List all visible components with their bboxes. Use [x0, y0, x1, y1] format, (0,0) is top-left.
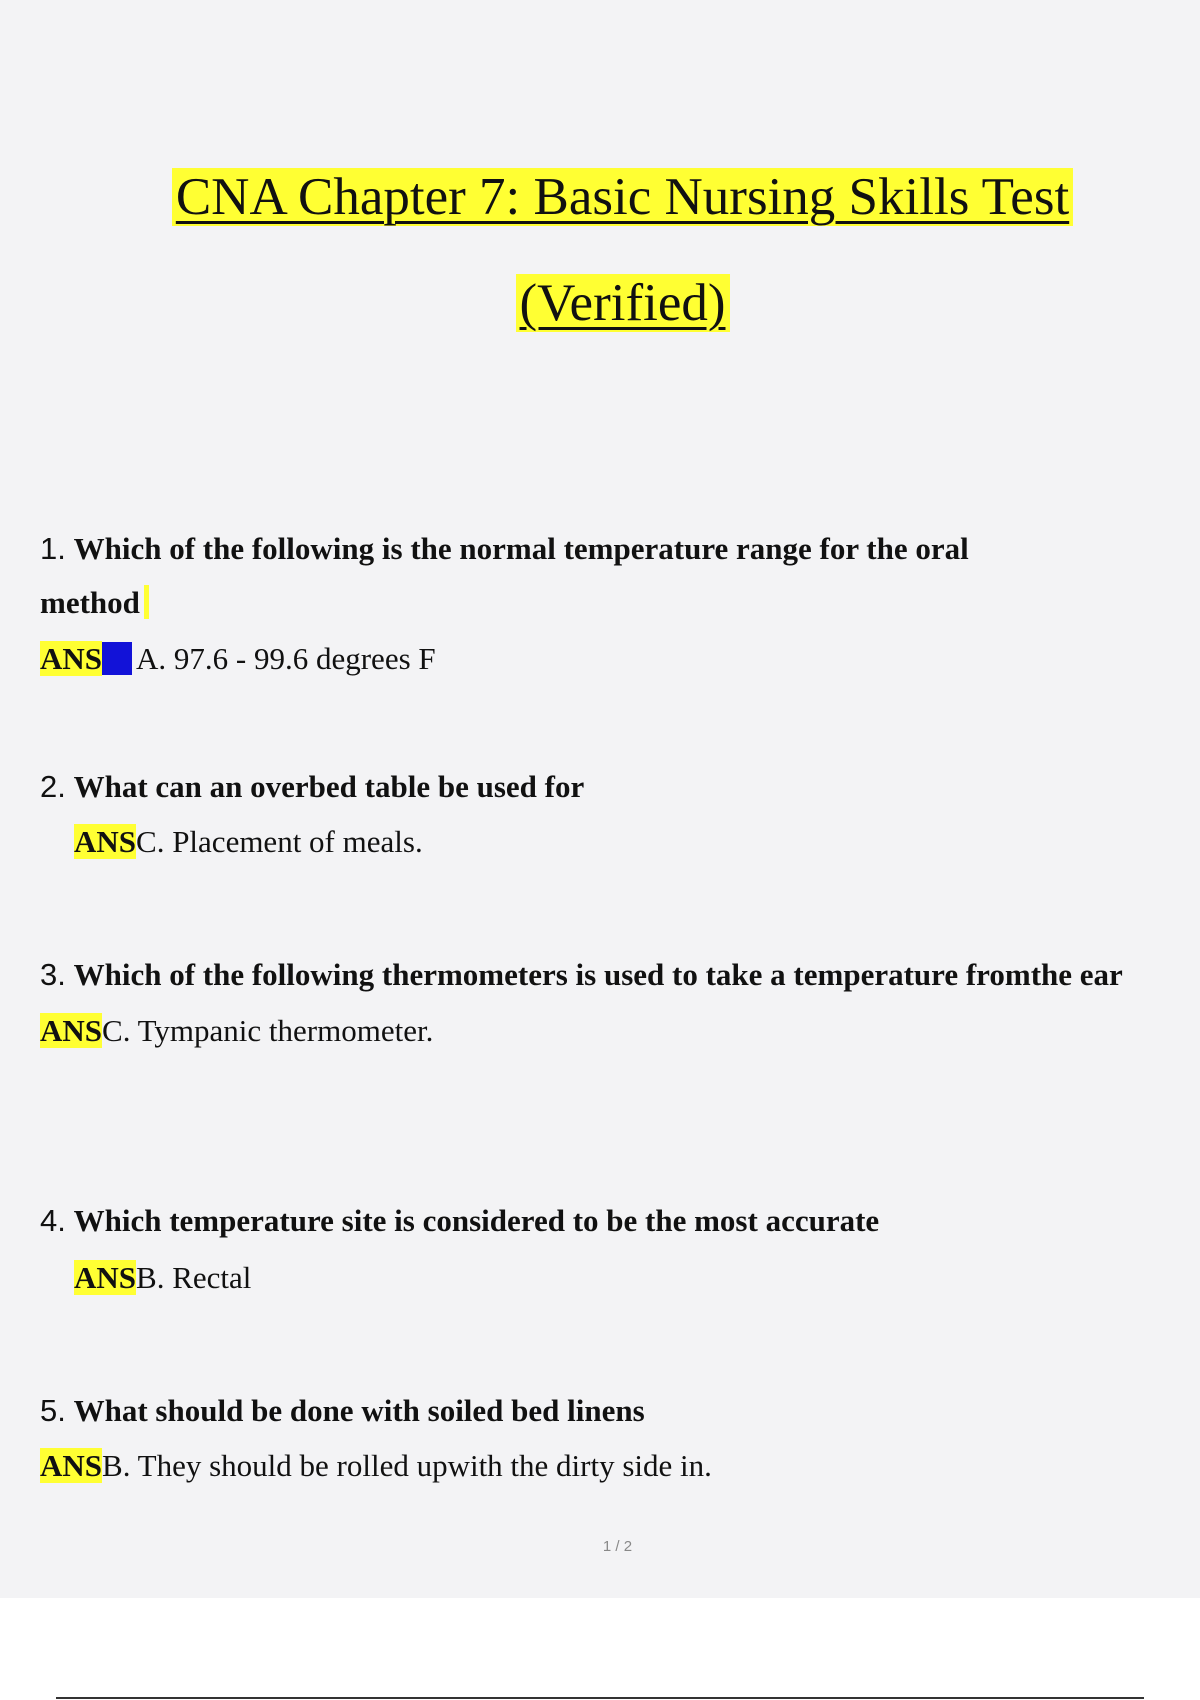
highlight-mark: [144, 585, 149, 619]
question-text: Which temperature site is considered to be the most accurate: [73, 1203, 880, 1238]
page-indicator: 1 / 2: [602, 1538, 633, 1555]
question-text: Which of the following is the normal temperature range for the oral: [73, 531, 969, 566]
next-page-divider: [56, 1697, 1144, 1699]
question-text: Which of the following thermometers is used to take a temperature fromthe ear: [73, 957, 1123, 992]
answer-text: C. Placement of meals.: [136, 824, 423, 859]
answer-label: ANS: [40, 1013, 103, 1048]
answer-text: B. They should be rolled upwith the dirty side in.: [102, 1448, 712, 1483]
answer-4: [74, 1258, 251, 1298]
question-number: 1.: [40, 531, 66, 566]
answer-3: [40, 1011, 433, 1051]
question-number: 5.: [40, 1393, 66, 1428]
answer-2: [74, 822, 423, 862]
question-text: What can an overbed table be used for: [73, 769, 585, 804]
answer-label: ANS: [40, 1448, 103, 1483]
document-title-line-2: [0, 270, 1200, 336]
answer-label: ANS: [74, 1260, 137, 1295]
question-text-continued: method: [40, 585, 140, 620]
document-title-text-2: (Verified): [516, 274, 730, 332]
question-1-continued: [40, 583, 149, 623]
question-number: 2.: [40, 769, 66, 804]
question-5: [40, 1391, 645, 1431]
answer-text: B. Rectal: [136, 1260, 252, 1295]
question-number: 4.: [40, 1203, 66, 1238]
answer-text: C. Tympanic thermometer.: [102, 1013, 434, 1048]
answer-label: ANS: [74, 824, 137, 859]
question-2: [40, 767, 584, 807]
document-title-line-1: [0, 164, 1200, 230]
question-number: 3.: [40, 957, 66, 992]
answer-1: [40, 639, 436, 679]
answer-text: A. 97.6 - 99.6 degrees F: [136, 641, 436, 676]
answer-5: [40, 1446, 712, 1486]
answer-label: ANS: [40, 641, 103, 676]
document-title-text-1: CNA Chapter 7: Basic Nursing Skills Test: [172, 168, 1073, 226]
question-1: [40, 529, 969, 569]
question-4: [40, 1201, 879, 1241]
question-text: What should be done with soiled bed linens: [73, 1393, 645, 1428]
text-cursor-selection: [102, 642, 132, 675]
question-3: [40, 955, 1123, 995]
